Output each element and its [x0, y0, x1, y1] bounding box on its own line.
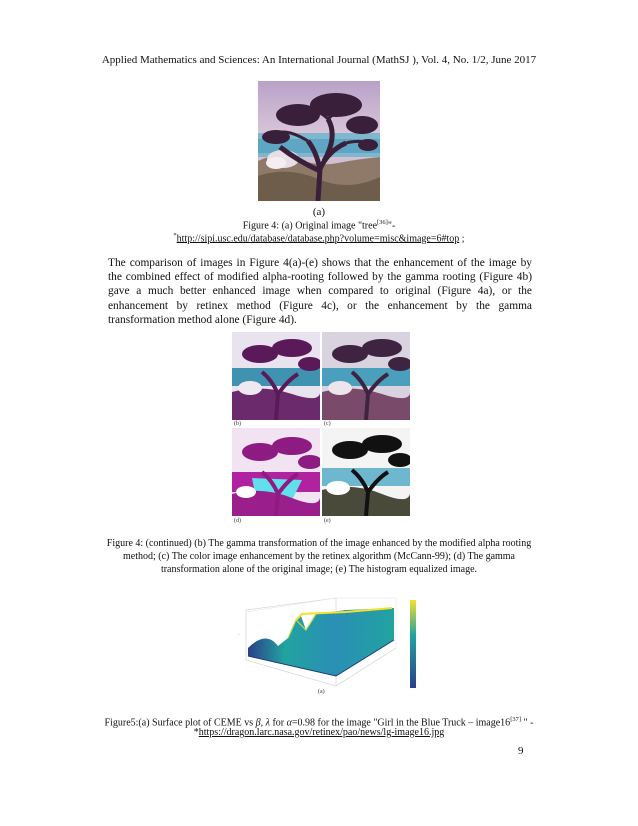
url-marker: * — [193, 727, 199, 738]
running-header: Applied Mathematics and Sciences: An International Journal (MathSJ ), Vol. 4, No. 1/2, June 2017 — [101, 54, 537, 66]
caption-reference: [36] — [377, 219, 388, 226]
figure-5-surface-plot — [226, 590, 422, 700]
figure-4-continued-caption-line1: Figure 4: (continued) (b) The gamma transformation of the image enhanced by the modified alpha rooting — [106, 538, 532, 549]
caption-text-end: "- — [387, 220, 396, 232]
figure-4-continued-caption-line3: transformation alone of the original image; (e) The histogram equalized image. — [160, 564, 478, 575]
figure-4b-sublabel: (b) — [234, 421, 241, 427]
figure-4a-source-link[interactable]: http://sipi.usc.edu/database/database.php?volume=misc&image=6#top — [176, 233, 460, 245]
figure-4-continued-caption-line2: method; (c) The color image enhancement by the retinex algorithm (McCann-99); (d) The gamma — [123, 551, 515, 562]
caption-symbols: β, λ — [255, 717, 270, 729]
tree-photo-svg — [258, 81, 380, 201]
figure-4c-sublabel: (c) — [324, 421, 331, 427]
url-suffix: ; — [459, 233, 465, 245]
page-number: 9 — [518, 745, 524, 757]
figure-4c-image — [322, 332, 410, 420]
figure-5-sublabel: (a) — [318, 689, 325, 695]
figure-4d-sublabel: (d) — [234, 518, 241, 524]
caption-text-end: " - — [521, 717, 534, 729]
caption-text: Figure 4: (a) Original image "tree — [242, 220, 378, 232]
figure-4e-sublabel: (e) — [324, 518, 331, 524]
figure-5-source-link[interactable]: https://dragon.larc.nasa.gov/retinex/pao/news/lg-image16.jpg — [198, 727, 445, 738]
figure-4a-source — [0, 229, 638, 245]
figure-4a-image — [258, 81, 380, 201]
figure-5-source — [0, 726, 638, 739]
figure-4b-image — [232, 332, 320, 420]
surface-z-axis-label: - — [238, 632, 240, 637]
caption-text-rest: =0.98 for the image "Girl in the Blue Truck – image16 — [291, 717, 511, 729]
caption-text: Figure5:(a) Surface plot of CEME vs — [104, 717, 256, 729]
caption-reference: [37] — [510, 716, 522, 723]
figure-4a-sublabel: (a) — [312, 206, 326, 218]
caption-text-mid: for — [269, 717, 287, 729]
caption-alpha: α — [286, 717, 292, 729]
body-paragraph: The comparison of images in Figure 4(a)-(e) shows that the enhancement of the image by the combined effect of modified alpha-rooting followed by the gamma rooting (Figure 4b) gave a much better enhanced image when compared to original (Figure 4a), or the enhancement by retinex method (Figure 4c), or the enhancement by the gamma transformation method alone (Figure 4d). — [108, 257, 532, 326]
url-marker: * — [173, 232, 177, 239]
figure-4e-image — [322, 428, 410, 516]
figure-4d-image — [232, 428, 320, 516]
